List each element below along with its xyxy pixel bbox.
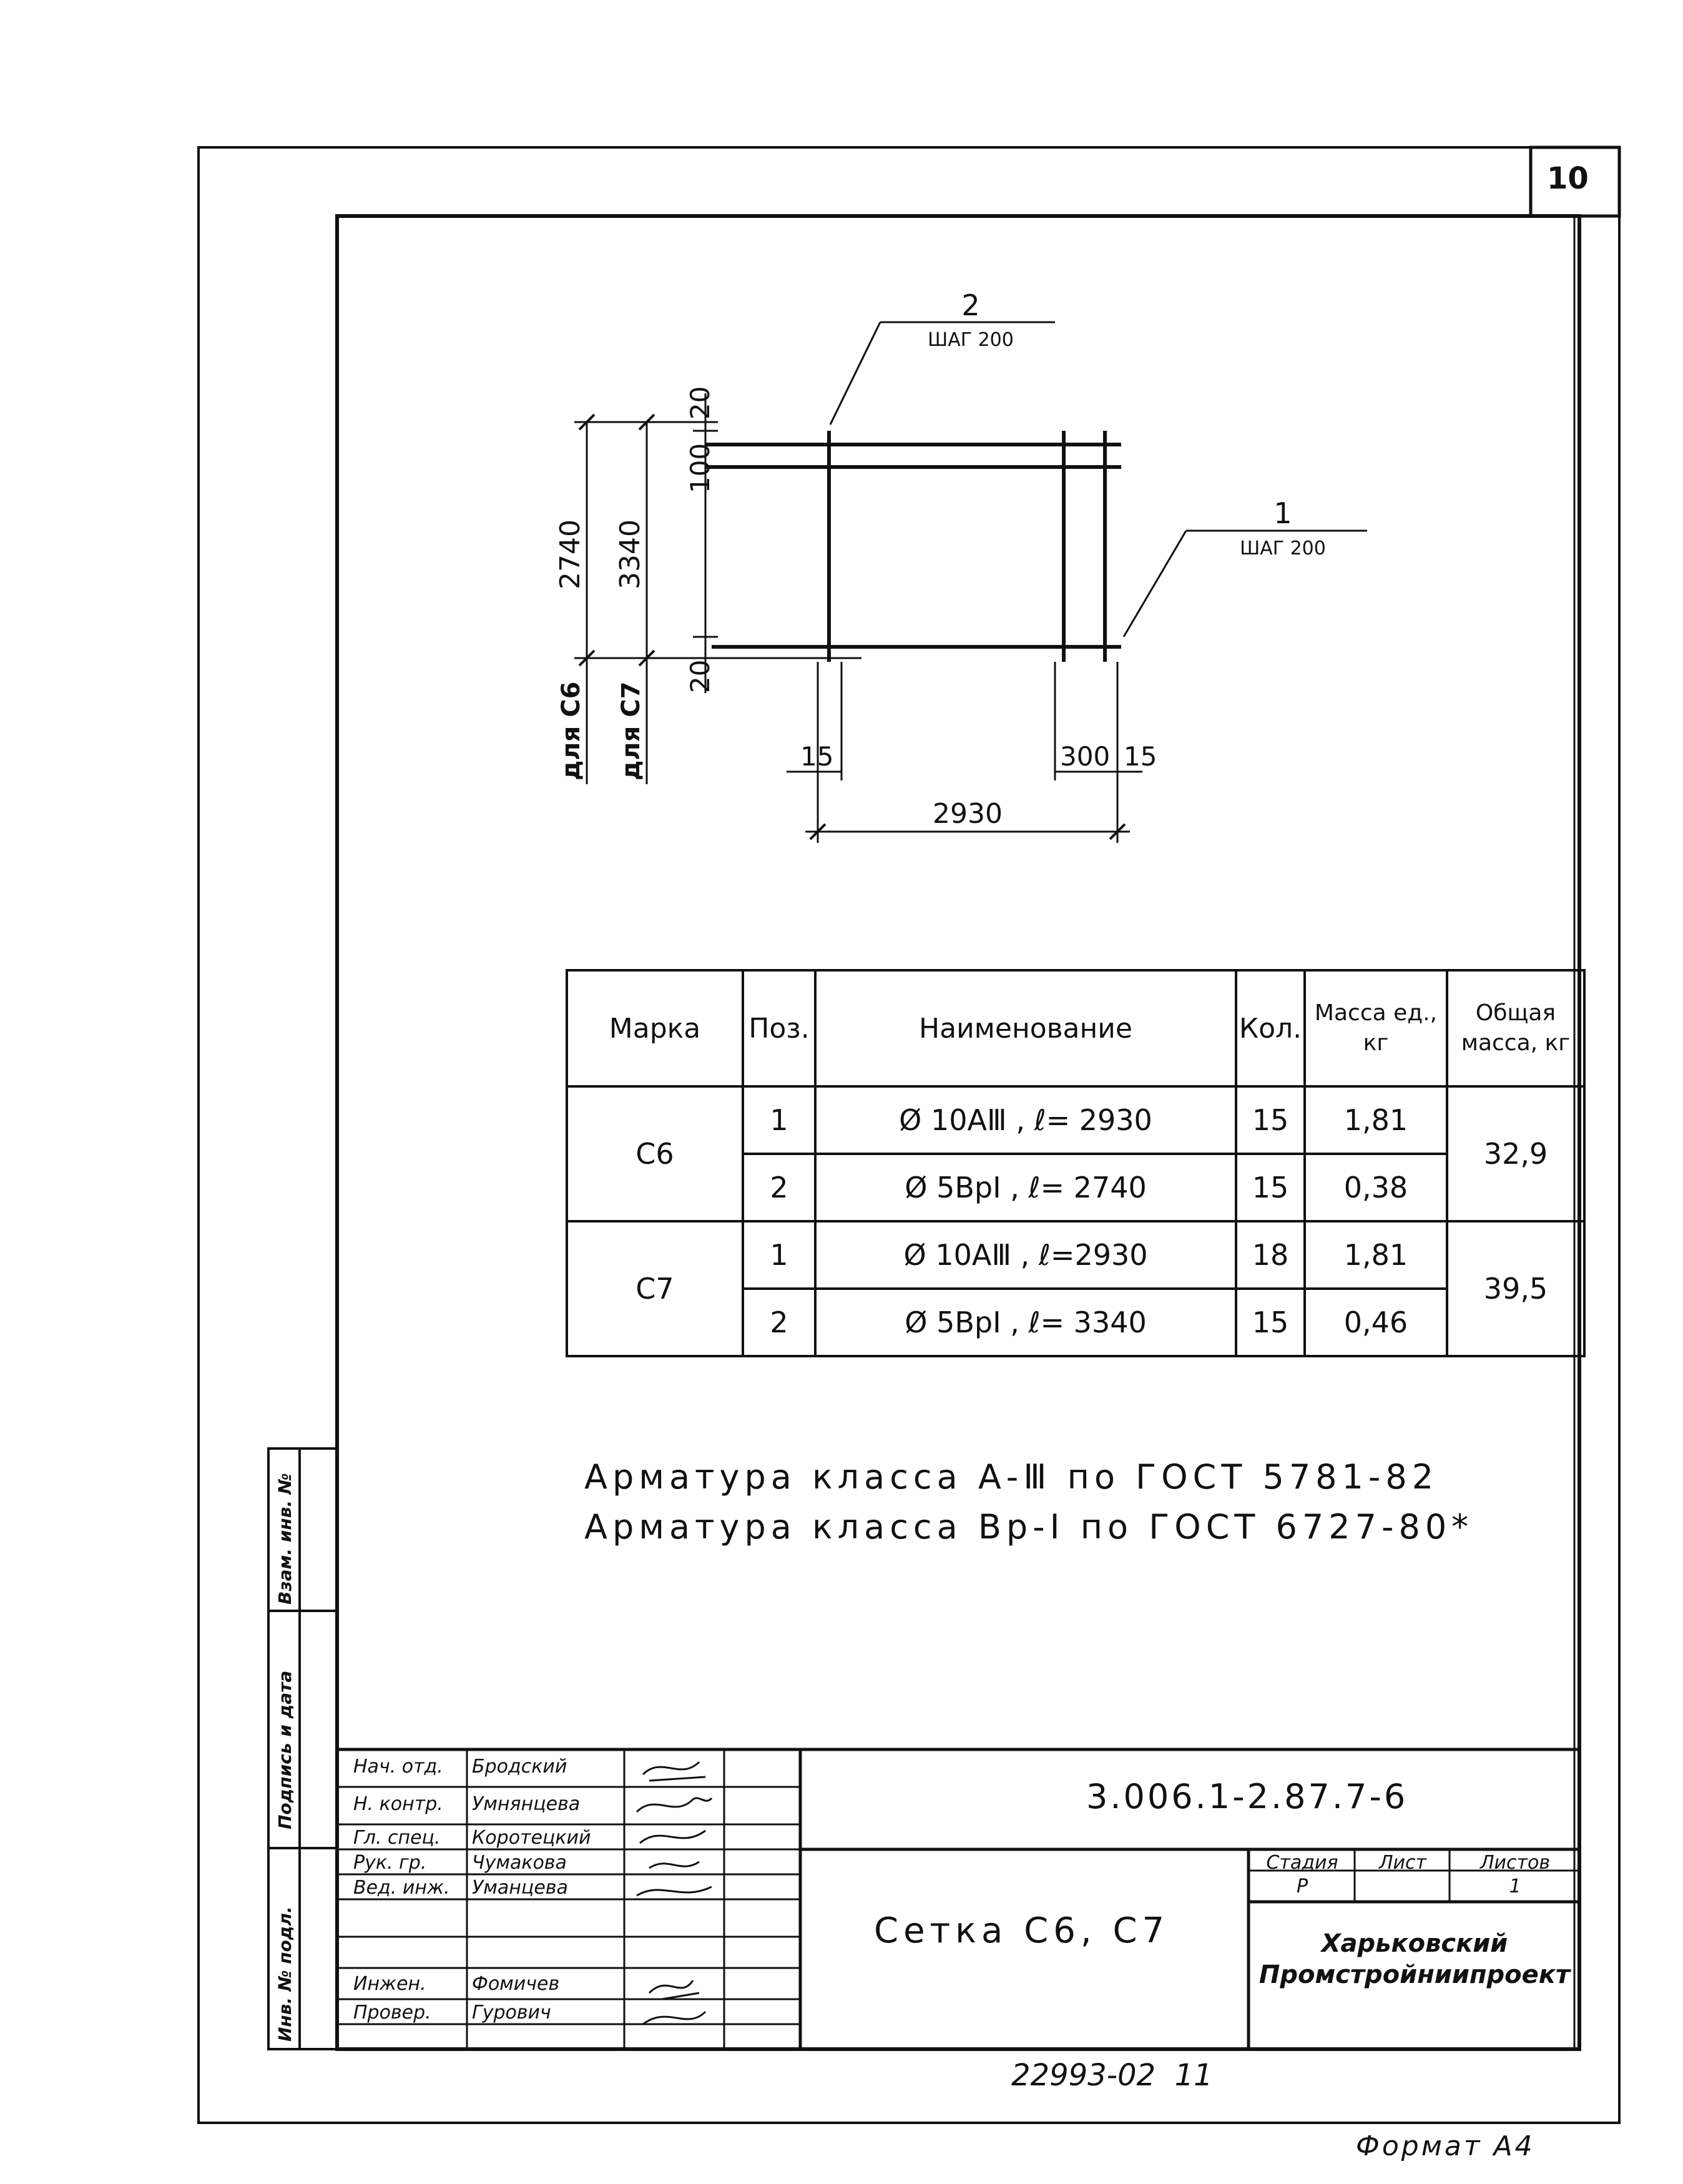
side-sign-date: Подпись и дата: [275, 1670, 295, 1829]
tb-person: Гурович: [472, 2002, 551, 2024]
organization-line-2: Промстройниипроект: [1259, 1960, 1571, 1989]
side-inv-podl: Инв. № подл.: [275, 1906, 295, 2042]
tb-person: Уманцева: [472, 1877, 568, 1899]
cell-mark: С6: [567, 1086, 743, 1221]
table-row: [567, 1221, 1584, 1289]
cell-total-mass: 39,5: [1447, 1221, 1584, 1356]
cell-qty: 15: [1236, 1086, 1305, 1154]
side-vzam-inv: Взам. инв. №: [275, 1473, 295, 1605]
pos2-label: 2: [961, 288, 980, 322]
for-c6-label: для С6: [557, 681, 586, 780]
dim-15-left: 15: [800, 741, 834, 772]
dim-top-20: 20: [685, 386, 715, 420]
stage-value: Р: [1296, 1876, 1308, 1897]
cell-unit-mass: 1,81: [1305, 1221, 1447, 1289]
dim-300: 300: [1060, 741, 1111, 772]
note-line-1: Арматура класса А-Ⅲ по ГОСТ 5781-82: [584, 1457, 1439, 1497]
sheets-header: Листов: [1479, 1852, 1551, 1874]
cell-name: Ø 10АⅢ , ℓ= 2930: [815, 1086, 1236, 1154]
document-title: Сетка С6, С7: [874, 1911, 1170, 1951]
tb-role: Вед. инж.: [353, 1877, 450, 1899]
tb-person: Бродский: [472, 1756, 567, 1778]
header-total-mass: Общая масса, кг: [1447, 970, 1584, 1086]
cell-qty: 18: [1236, 1221, 1305, 1289]
signatures: [624, 1749, 724, 2049]
pos1-label: 1: [1273, 496, 1292, 530]
stage-header: Стадия: [1266, 1852, 1338, 1874]
cell-qty: 15: [1236, 1154, 1305, 1221]
cell-pos: 2: [743, 1154, 815, 1221]
tb-person: Коротецкий: [472, 1827, 591, 1849]
spec-table: [566, 969, 1586, 1357]
cell-qty: 15: [1236, 1289, 1305, 1356]
dim-15-right: 15: [1124, 741, 1157, 772]
header-qty: Кол.: [1236, 970, 1305, 1086]
tb-person: Умнянцева: [472, 1793, 581, 1815]
cell-pos: 1: [743, 1221, 815, 1289]
tb-role: Гл. спец.: [353, 1827, 441, 1849]
cell-pos: 2: [743, 1289, 815, 1356]
archive-number: 22993-02 11: [1011, 2058, 1213, 2093]
cell-pos: 1: [743, 1086, 815, 1154]
cell-total-mass: 32,9: [1447, 1086, 1584, 1221]
dim-100: 100: [685, 443, 715, 493]
header-name: Наименование: [815, 970, 1236, 1086]
tb-role: Инжен.: [353, 1973, 426, 1995]
header-pos: Поз.: [743, 970, 815, 1086]
cell-name: Ø 5ВрI , ℓ= 2740: [815, 1154, 1236, 1221]
cell-mark: С7: [567, 1221, 743, 1356]
tb-person: Чумакова: [472, 1852, 567, 1874]
dim-bottom-20: 20: [685, 659, 715, 693]
organization-line-1: Харьковский: [1321, 1929, 1508, 1958]
sheet-number: 10: [1547, 161, 1589, 196]
tb-person: Фомичев: [472, 1973, 560, 1995]
header-mark: Марка: [567, 970, 743, 1086]
cell-unit-mass: 0,46: [1305, 1289, 1447, 1356]
cell-name: Ø 10АⅢ , ℓ=2930: [815, 1221, 1236, 1289]
cell-name: Ø 5ВрI , ℓ= 3340: [815, 1289, 1236, 1356]
tb-role: Нач. отд.: [353, 1756, 443, 1778]
note-line-2: Арматура класса Вр-I по ГОСТ 6727-80*: [584, 1507, 1474, 1547]
tb-role: Рук. гр.: [353, 1852, 427, 1874]
cell-unit-mass: 1,81: [1305, 1086, 1447, 1154]
header-unit-mass: Масса ед., кг: [1305, 970, 1447, 1086]
tb-role: Н. контр.: [353, 1793, 443, 1815]
dim-2930: 2930: [933, 798, 1003, 830]
format-label: Формат А4: [1356, 2130, 1535, 2162]
sheet-header: Лист: [1378, 1852, 1427, 1874]
dim-3340: 3340: [614, 519, 646, 589]
cell-unit-mass: 0,38: [1305, 1154, 1447, 1221]
pos2-step: ШАГ 200: [928, 329, 1014, 351]
for-c7-label: для С7: [617, 681, 645, 780]
dim-2740: 2740: [554, 519, 586, 589]
sheets-value: 1: [1509, 1876, 1521, 1897]
pos1-step: ШАГ 200: [1240, 538, 1326, 559]
table-row: [567, 1086, 1584, 1154]
tb-role: Провер.: [353, 2002, 431, 2024]
document-code: 3.006.1-2.87.7-6: [1086, 1777, 1408, 1816]
